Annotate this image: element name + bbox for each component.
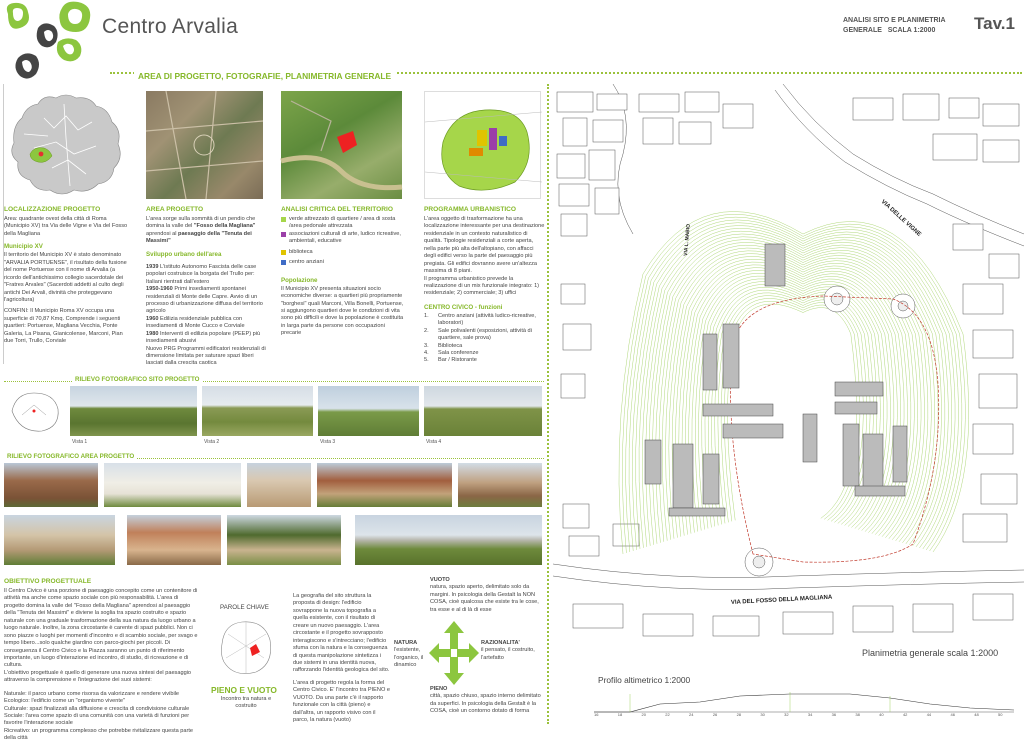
year: 1950-1960 xyxy=(146,286,173,293)
t: paesaggio della xyxy=(178,230,220,237)
text-obiettivo-2: L'obiettivo progettuale è quello di generare una nuova sintesi del paesaggio attraverso la comprensione e l'integrazione dei suoi sistemi: xyxy=(4,669,192,684)
area-photo-7 xyxy=(127,515,221,565)
parole-map xyxy=(216,614,276,680)
heading-popolazione: Popolazione xyxy=(281,276,318,284)
heading-sviluppo: Sviluppo urbano dell'area xyxy=(146,250,222,258)
t: L'area sorge sulla sommità di un pendio che domina la valle del xyxy=(146,216,256,230)
vuoto-text: natura, spazio aperto, delimitato solo da margini. In psicologia della Gestalt la NON COSA, cioè qualcosa che esiste tra le cose, tra esse e al di là di esse xyxy=(430,584,539,613)
item-number: 3. xyxy=(424,342,429,349)
city-block xyxy=(643,614,693,636)
area-photo-2 xyxy=(104,463,241,507)
subtitle-generale: GENERALE xyxy=(843,26,882,34)
item-number: 1. xyxy=(424,312,429,319)
profile-tick-label: 46 xyxy=(950,712,955,717)
subtitle-scala: SCALA 1:2000 xyxy=(887,26,936,34)
sub-line: costruito xyxy=(235,703,257,710)
pieno-block xyxy=(430,686,542,716)
natura-heading: NATURA xyxy=(394,640,418,646)
vista-3-photo xyxy=(318,386,419,436)
city-block xyxy=(983,140,1019,162)
timeline-1939 xyxy=(146,264,271,286)
profile-tick-label: 26 xyxy=(712,712,718,717)
area-photo-1 xyxy=(4,463,98,507)
city-block xyxy=(979,374,1017,408)
rilievo1-title: RILIEVO FOTOGRAFICO SITO PROGETTO xyxy=(72,376,202,383)
rilievo2-title: RILIEVO FOTOGRAFICO AREA PROGETTO xyxy=(4,453,137,460)
city-block xyxy=(953,224,983,250)
item-text: Bar / Ristorante xyxy=(438,357,477,364)
year: 1980 xyxy=(146,330,159,337)
legend-biblioteca xyxy=(281,249,405,256)
contour-line xyxy=(659,245,928,542)
text-obiettivo-5: Culturale: spazi finalizzati alla diffusione e crescita di condivisione culturale xyxy=(4,705,190,712)
city-block xyxy=(933,134,977,160)
t: "Tenuta dei Massimi" xyxy=(146,230,252,245)
text-obiettivo-7: Ricreativo: un programma complesso che potrebbe rivitalizzare questa parte della città xyxy=(4,727,194,742)
t: aprendosi al xyxy=(146,230,179,237)
legend-swatch xyxy=(281,232,286,237)
profile-tick-label: 20 xyxy=(641,712,646,717)
area-photo-5 xyxy=(458,463,542,507)
city-block xyxy=(679,122,711,144)
razionalita-text: il pensato, il costruito, l'artefatto xyxy=(481,647,535,661)
centro-civico-list xyxy=(424,313,545,365)
legend-swatch xyxy=(281,217,286,222)
col-analisi-critica xyxy=(281,200,405,338)
pieno-vuoto-label: PIENO E VUOTO xyxy=(211,685,277,695)
city-block xyxy=(563,504,589,528)
page-title: Centro Arvalia xyxy=(102,15,239,38)
text-pieno-vuoto: L'area di progetto regola la forma del Centro Civico. E' l'incontro tra PIENO e VUOTO. Da una parte c'è il rapporto funzionale con la città (pieno) e dall'altra, un rapporto visivo con il parco, la natura (vuoto) xyxy=(293,679,390,723)
centro-civico-item xyxy=(424,357,545,364)
area-photo-3 xyxy=(247,463,311,507)
timeline-1980 xyxy=(146,331,271,346)
vista-4-photo xyxy=(424,386,542,436)
text-municipio: Il territorio del Municipio XV è stato denominato "ARVALIA PORTUENSE", il risultato della fusione del nome Portuense con il nome di Arvalia (a ricordo dell'antichissimo collegio sacerdotale dei "Fratres Arvales" (Sacerdoti addetti al culto degli antichi Dei Arvali, divinità che proteggevano l'agricoltura) xyxy=(4,252,127,303)
col-obiettivo xyxy=(4,572,199,743)
city-block xyxy=(989,254,1019,278)
city-block xyxy=(713,616,759,636)
city-block xyxy=(783,612,833,634)
col-area-progetto xyxy=(146,200,271,368)
profile-ticks xyxy=(594,712,1018,720)
city-block xyxy=(557,154,585,178)
pieno-text: città, spazio chiuso, spazio interno delimitato da superfici. In psicologia della Gestalt è la COSA, cioè un contorno dotato di forma xyxy=(430,693,541,715)
text-obiettivo-1: Il Centro Civico è una porzione di paesaggio concepito come un contenitore di attività ma anche come spazio sociale con più responsabilità. L'area di progetto domina la valle del "Fosso della Magliana" aprendosi al paesaggio della "Tenuta dei Massimi" e diviene la soglia tra spazio costruito e spazio naturale con una graduale trasformazione della sua natura da luogo urbano a luogo naturale. Inoltre, la zona circostante è carente di spazi pubblici. Non ci sono piazze o luoghi per momenti d'incontro e di scambio sociale, per svago e tempo libero...solo qualche giardino con parco-giochi per piccoli. Di conseguenza il Centro Civico e la Piazza saranno un punto di riferimento importante, un luogo d'interazione ed incontro, di studio, di ricreazione e di cultura. xyxy=(4,588,198,669)
year: 1960 xyxy=(146,315,159,322)
profile-tick-label: 48 xyxy=(974,712,979,717)
area-photo-4 xyxy=(317,463,452,507)
natura-block xyxy=(394,640,430,670)
compass-arrows xyxy=(429,621,479,685)
legend-centro-anziani xyxy=(281,259,405,266)
item-number: 5. xyxy=(424,357,429,364)
road-label-mabo: VIA L. MABIO xyxy=(683,223,692,257)
item-number: 2. xyxy=(424,327,429,334)
profile-tick-label: 18 xyxy=(617,712,623,717)
col-localizzazione xyxy=(4,200,132,346)
city-block xyxy=(973,424,1013,454)
timeline-1960 xyxy=(146,316,271,331)
city-block xyxy=(913,604,953,632)
t: verde attrezzato di quartiere / area di sosta /area pedonale attrezzata xyxy=(289,216,396,230)
legend-swatch xyxy=(281,260,286,265)
centro-civico-item xyxy=(424,350,545,357)
legend-associazioni xyxy=(281,231,405,246)
logo xyxy=(0,0,100,90)
profile-tick-label: 42 xyxy=(902,712,908,717)
text-obiettivo-3: Naturale: il parco urbano come risorsa da valorizzare e rendere vivibile xyxy=(4,690,180,697)
contour-line xyxy=(662,248,924,541)
city-block xyxy=(903,94,939,120)
natura-text: l'esistente, l'organico, il dinamico xyxy=(394,647,424,669)
item-text: Centro anziani (attività ludico-ricreative, laboratori) xyxy=(438,312,536,327)
t: L'istituto Autonomo Fascista delle case popolari costruisce la borgata del Trullo per: Italiani rientrati dall'estero xyxy=(146,263,257,285)
plan-scale-label: Planimetria generale scala 1:2000 xyxy=(862,648,999,658)
text-geografia: La geografia del sito struttura la proposta di design: l'edificio sovrappone la nuova topografia a quella esistente, con il risultato di creare un nuovo paesaggio. L'area circostante e il progetto sovrapposto interagiscono e s'intrecciano; l'edificio sfuma con la natura e la conseguenza di questa manipolazione sintetizza i due sistemi in una identità nuova, rafforzando l'identità geologica del sito. xyxy=(293,593,390,674)
item-number: 4. xyxy=(424,350,429,356)
heading-municipio: Municipio XV xyxy=(4,243,43,251)
city-block xyxy=(569,536,599,556)
road-label-fosso: VIA DEL FOSSO DELLA MAGLIANA xyxy=(730,594,833,606)
city-block xyxy=(973,330,1013,358)
caption-vista-1: Vista 1 xyxy=(72,439,88,445)
profile-tick-label: 38 xyxy=(855,712,860,717)
city-block xyxy=(595,188,619,214)
vista-1-photo xyxy=(70,386,197,436)
centro-civico-item xyxy=(424,328,545,343)
legend-verde xyxy=(281,216,405,231)
text-localizzazione: Area: quadrante ovest della città di Roma (Municipio XV) tra Via delle Vigne e Via del Fosso della Magliana xyxy=(4,216,128,237)
city-block xyxy=(949,98,979,118)
profile-tick-label: 40 xyxy=(879,712,884,717)
pieno-vuoto-sub xyxy=(214,696,278,711)
city-block xyxy=(557,92,593,112)
caption-vista-2: Vista 2 xyxy=(204,439,220,445)
heading-area-progetto: AREA PROGETTO xyxy=(146,206,204,213)
text-obiettivo-6: Sociale: l'area come spazio di una comunità con una varietà di funzioni per favorire l'interazione sociale xyxy=(4,713,190,727)
caption-vista-4: Vista 4 xyxy=(426,439,442,445)
header-subtitle xyxy=(843,16,946,36)
t: "Fosso della Magliana" xyxy=(193,223,256,230)
heading-centro-civico: CENTRO CIVICO - funzioni xyxy=(424,303,503,311)
city-block xyxy=(563,118,587,146)
city-block xyxy=(983,104,1019,126)
vuoto-heading: VUOTO xyxy=(430,577,450,583)
timeline-1950 xyxy=(146,286,271,316)
profile-tick-label: 32 xyxy=(784,712,789,717)
city-block xyxy=(853,606,893,632)
city-block xyxy=(597,94,627,110)
centro-civico-item xyxy=(424,343,545,350)
plan-diagram xyxy=(424,91,541,199)
profile-tick-label: 22 xyxy=(665,712,670,717)
text-confini: CONFINI: Il Municipio Roma XV occupa una superficie di 70,87 Kmq. Comprende i seguenti quartieri: Portuense, Magliana Vecchia, Ponte Galeria, La Pisana, Gianicolense, Marconi, Pian due Torri, Trullo, Corviale xyxy=(4,308,123,345)
area-photo-6 xyxy=(4,515,115,565)
parole-chiave-title: PAROLE CHIAVE xyxy=(220,604,269,611)
profile-tick-label: 50 xyxy=(998,712,1003,717)
legend-swatch xyxy=(281,250,286,255)
pieno-heading: PIENO xyxy=(430,686,448,692)
profile-tick-label: 30 xyxy=(760,712,765,717)
col-geografia xyxy=(293,593,391,724)
t: biblioteca xyxy=(289,248,313,255)
t: centro anziani xyxy=(289,259,324,266)
city-block xyxy=(593,120,623,142)
item-text: Sale polivalenti (esposizioni, attività di quartiere, sale prova) xyxy=(438,327,532,342)
city-block xyxy=(559,184,589,206)
t: Interventi di edilizia popolare (PEEP) più insediamenti abusivi xyxy=(146,330,261,345)
profile-tick-label: 44 xyxy=(926,712,932,717)
city-block xyxy=(963,284,1003,314)
city-block xyxy=(589,150,615,180)
year: 1939 xyxy=(146,263,159,270)
tav-number: Tav.1 xyxy=(974,14,1015,33)
razionalita-block xyxy=(481,640,543,662)
city-block xyxy=(639,94,679,112)
profile-tick-label: 24 xyxy=(689,712,694,717)
vista-2-photo xyxy=(202,386,313,436)
aerial-photo-1 xyxy=(146,91,263,199)
heading-localizzazione: LOCALIZZAZIONE PROGETTO xyxy=(4,206,101,213)
razionalita-heading: RAZIONALITA' xyxy=(481,640,520,646)
area-photo-8 xyxy=(227,515,341,565)
city-block xyxy=(561,374,585,398)
heading-analisi: ANALISI CRITICA DEL TERRITORIO xyxy=(281,206,393,213)
city-block xyxy=(563,324,591,350)
item-text: Sala conferenze xyxy=(438,350,479,356)
site-sketch xyxy=(4,385,66,437)
t: Primi insediamenti spontanei residenziali di Monte delle Capre. Avvio di un processo di urbanizzazione diffusa del territorio agricolo xyxy=(146,286,263,315)
city-block xyxy=(561,214,587,236)
item-text: Biblioteca xyxy=(438,342,463,349)
section-title: AREA DI PROGETTO, FOTOGRAFIE, PLANIMETRIA GENERALE xyxy=(134,71,395,81)
rome-map xyxy=(4,88,128,200)
caption-vista-3: Vista 3 xyxy=(320,439,336,445)
sub-line: Incontro tra natura e xyxy=(220,696,272,702)
aerial-photo-2 xyxy=(281,91,402,199)
profile-title: Profilo altimetrico 1:2000 xyxy=(598,675,691,685)
text-area-progetto xyxy=(146,216,271,246)
city-block xyxy=(853,98,893,120)
profile-tick-label: 36 xyxy=(831,712,837,717)
city-block xyxy=(685,92,719,112)
col-programma xyxy=(424,200,545,365)
t: associazioni culturali di arte, ludico ricreative, ambientali, educative xyxy=(289,230,401,245)
t: Edilizia residenziale pubblica con insediamenti di Monte Cucco e Corviale xyxy=(146,315,245,330)
site-plan xyxy=(553,84,1024,644)
profile-tick-label: 34 xyxy=(807,712,813,717)
city-block xyxy=(973,594,1013,620)
city-block xyxy=(981,474,1017,504)
centro-civico-item xyxy=(424,313,545,328)
city-block xyxy=(573,604,623,628)
subtitle-line-1: ANALISI SITO E PLANIMETRIA xyxy=(843,17,946,24)
text-programma: L'area oggetto di trasformazione ha una localizzazione interessante per una destinazione residenziale in un contesto naturalistico di qualità. Tipologie residenziali a corte aperta, nella parte più alta dell'altopiano, con affacci degli edifici verso la parte del paesaggio più pregiata. Gli edifici dovranno avere un'altezza massima di 8 piani. xyxy=(424,216,545,275)
center-divider xyxy=(547,84,549,724)
profile-tick-label: 16 xyxy=(594,712,599,717)
road-label-vigne: VIA DELLE VIGNE xyxy=(879,199,922,238)
timeline-prg: Nuovo PRG Programmi edificatori residenziali di dimensione limitata per saturare spazi liberi lasciati dalla crescita caotica xyxy=(146,345,266,367)
vuoto-block xyxy=(430,577,542,614)
city-block xyxy=(723,104,753,128)
text-obiettivo-4: Ecologico: l'edificio come un "organismo vivente" xyxy=(4,698,126,705)
area-photo-9 xyxy=(355,515,542,565)
heading-programma: PROGRAMMA URBANISTICO xyxy=(424,206,517,213)
profile-tick-label: 28 xyxy=(736,712,742,717)
text-mix: Il programma urbanistico prevede la realizzazione di un mix funzionale integrato: 1) residenziale; 2) commerciale; 3) uffici xyxy=(424,275,540,297)
city-block xyxy=(963,514,1007,542)
city-block xyxy=(561,284,585,304)
heading-obiettivo: OBIETTIVO PROGETTUALE xyxy=(4,578,92,585)
text-popolazione: Il Municipio XV presenta situazioni socio economiche diverse: a quartieri più propriamente "borghesi" quali Marconi, Villa Bonelli, Portuense, si aggiungono quartieri dove le condizioni di vita sono più difficili e dove la popolazione è costituita in larga parte da persone con occupazioni precarie xyxy=(281,285,404,337)
city-block xyxy=(643,118,673,144)
